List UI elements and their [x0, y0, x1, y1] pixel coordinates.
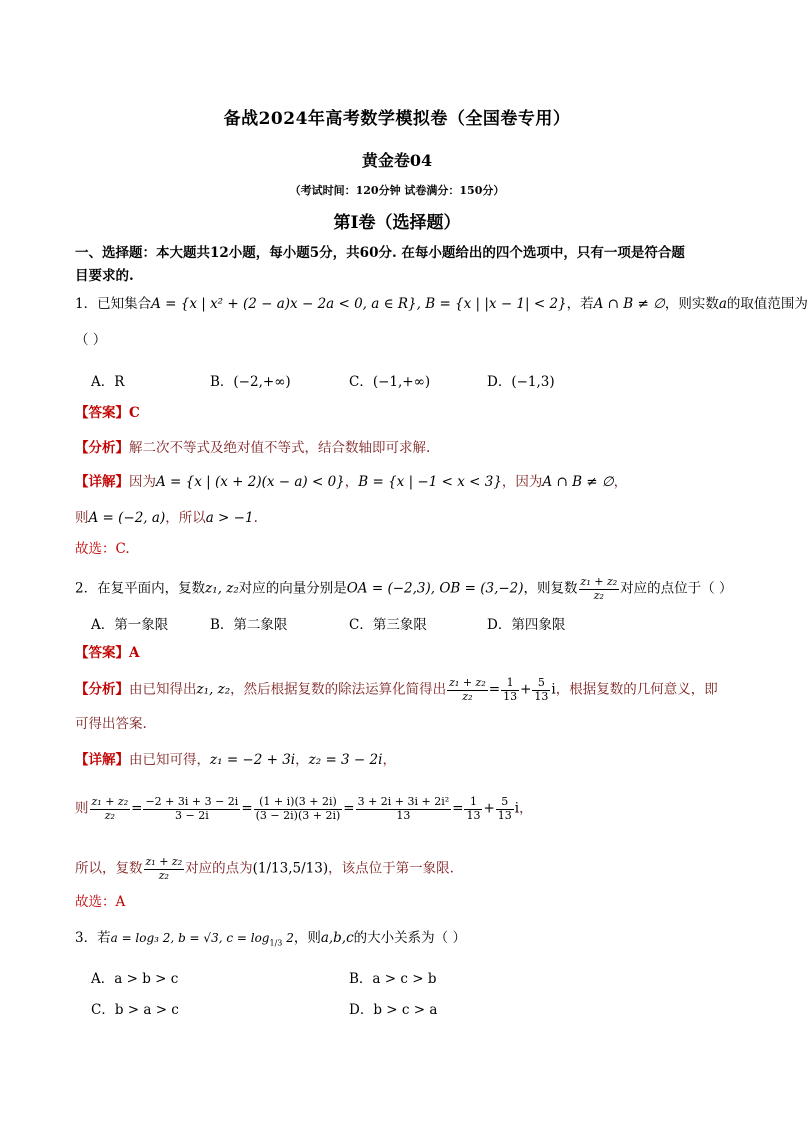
q2-res-frac-num: z₁ + z₂	[145, 855, 183, 868]
q2-analysis-label: 【分析】	[75, 681, 129, 698]
q1-detail-2	[75, 510, 258, 526]
q2-calc-frac-5	[496, 796, 514, 822]
q2-z2: z₂ = 3 − 2i	[308, 752, 383, 768]
q2-analysis-line-2: 可得出答案.	[75, 716, 147, 732]
q3-option-c: C．b > a > c	[91, 1002, 179, 1018]
q2-calc-end: ，	[519, 800, 533, 817]
section-instructions-line-2: 目要求的.	[75, 268, 134, 284]
q2-calc-frac-0	[90, 796, 131, 822]
q1-detail2-res: a > −1	[205, 510, 254, 526]
q2-f1-num: 1	[501, 677, 519, 691]
q2-res-b: 对应的点为	[185, 860, 253, 877]
q1-stem-d: 的取值范围为	[726, 296, 808, 312]
q2-stem-a: 2．在复平面内，复数	[75, 580, 206, 597]
q1-sets: A = {x | x² + (2 − a)x − 2a < 0, a ∈ R}, B = {x | |x − 1| < 2}	[151, 296, 567, 312]
q2-analysis-frac-den: z₂	[462, 689, 473, 703]
q1-analysis-label: 【分析】	[75, 440, 129, 456]
q1-detail-cond: A ∩ B ≠ ∅	[542, 474, 614, 490]
q2-res-frac-den: z₂	[158, 868, 169, 882]
question-3-stem	[75, 930, 466, 948]
q2-calc-f4-den: 13	[466, 808, 481, 822]
q2-analysis-i: i	[551, 681, 556, 698]
q2-analysis-frac-num: z₁ + z₂	[449, 676, 486, 689]
q2-calc-eq-4: =	[452, 800, 464, 817]
q2-calc-f1-num: −2 + 3i + 3 − 2i	[145, 795, 239, 808]
q2-calc-plus: +	[483, 800, 495, 817]
q2-res-c: ，该点位于第一象限.	[328, 860, 454, 877]
q2-calc-f4-num: 1	[464, 796, 482, 810]
q1-choice: 故选：C.	[75, 541, 130, 557]
q1-detail-sep: ，	[344, 474, 359, 490]
q2-calc-f5-num: 5	[496, 796, 514, 810]
q2-calc-i: i	[514, 800, 520, 817]
q2-calc-eq-3: =	[343, 800, 355, 817]
q2-calculation	[75, 796, 533, 822]
q2-detail-a: 由已知可得，	[129, 752, 210, 768]
q1-detail2-end: .	[253, 510, 258, 526]
q2-f2-num: 5	[532, 677, 550, 691]
q2-calc-f1-den: 3 − 2i	[175, 808, 209, 822]
q1-stem-b: ，若	[566, 296, 594, 312]
q2-calc-frac-2	[254, 796, 343, 822]
q3-option-a: A．a > b > c	[91, 971, 179, 987]
q2-vectors: OA = (−2,3), OB = (3,−2)	[346, 580, 524, 597]
q2-option-c: C．第三象限	[349, 617, 427, 633]
q2-analysis-frac	[447, 677, 488, 703]
q3-two: 2	[282, 931, 294, 945]
q2-calc-f0-den: z₂	[104, 808, 115, 822]
q1-analysis-text: 解二次不等式及绝对值不等式，结合数轴即可求解.	[129, 440, 431, 456]
q2-calc-f2-den: (3 − 2i)(3 + 2i)	[255, 808, 341, 822]
q2-stem-c: ，则复数	[523, 580, 578, 597]
q2-fraction-num: z₁ + z₂	[580, 575, 618, 588]
q1-option-d: D．(−1,3)	[487, 374, 555, 390]
q1-option-c: C．(−1,+∞)	[349, 374, 431, 390]
section-instructions-line-1: 一、选择题：本大题共12小题，每小题5分，共60分. 在每小题给出的四个选项中，只有一项是符合题	[75, 245, 685, 261]
q2-f2-den: 13	[534, 689, 549, 703]
q2-option-d: D．第四象限	[487, 617, 566, 633]
q1-stem-a: 1．已知集合	[75, 296, 152, 312]
q2-detail-label: 【详解】	[75, 752, 129, 768]
q3-stem-b: ，则	[293, 930, 321, 946]
q3-vars: a,b,c	[320, 930, 354, 946]
q2-analysis-plus: +	[520, 681, 532, 698]
q2-fraction-den: z₂	[593, 588, 604, 602]
exam-timing: （考试时间：120分钟 试卷满分：150分）	[289, 184, 505, 197]
q2-detail	[75, 752, 396, 768]
q2-analysis-f2	[532, 677, 550, 703]
q2-option-a: A．第一象限	[91, 617, 169, 633]
q2-calc-f0-num: z₁ + z₂	[91, 795, 129, 808]
q2-calc-frac-1	[143, 796, 240, 822]
q1-detail2-b: ，所以	[165, 510, 206, 526]
q2-option-b: B．第二象限	[210, 617, 288, 633]
q2-analysis	[75, 677, 718, 703]
q1-detail-b: ，因为	[501, 474, 543, 490]
q2-calc-frac-3	[356, 796, 452, 822]
q2-analysis-b: ，然后根据复数的除法运算化简得出	[230, 681, 447, 698]
q2-calc-frac-4	[464, 796, 482, 822]
q2-calc-f3-den: 13	[396, 808, 411, 822]
q2-result: 所以，复数 $\frac{\text{z₁ + z₂}}{\text{z₂}}$ 对应的点为(1/13,5/13)，该点位于第一象限.	[75, 855, 454, 882]
q2-calc-f2-num: (1 + i)(3 + 2i)	[254, 796, 343, 810]
q2-answer: 【答案】A	[75, 645, 140, 661]
q1-analysis	[75, 440, 430, 456]
q2-analysis-z: z₁, z₂	[196, 681, 231, 698]
q2-res-point-x: 1/13	[257, 860, 289, 877]
q1-detail-label: 【详解】	[75, 474, 129, 490]
q1-variable: a	[718, 296, 727, 312]
q2-res-point-y: 5/13	[292, 860, 323, 877]
q1-stem-c: ，则实数	[664, 296, 719, 312]
q2-detail-sep: ，	[295, 752, 309, 768]
q3-option-b: B．a > c > b	[349, 971, 437, 987]
q2-calc-f5-den: 13	[497, 808, 512, 822]
q1-detail-set-b: B = {x | −1 < x < 3}	[358, 474, 502, 490]
q1-detail-a: 因为	[129, 474, 156, 490]
q2-analysis-f1	[501, 677, 519, 703]
q3-log-base: 1/3	[269, 938, 283, 948]
q1-detail-set-a: A = {x | (x + 2)(x − a) < 0}	[156, 474, 345, 490]
q2-res-frac	[144, 856, 185, 882]
q3-stem-c: 的大小关系为（ ）	[353, 930, 466, 946]
question-1-stem	[75, 296, 808, 312]
q2-stem-d: 对应的点位于（ ）	[620, 580, 733, 597]
q3-stem-a: 3．若	[75, 930, 111, 946]
q2-calc-f3-num: 3 + 2i + 3i + 2i²	[357, 795, 450, 808]
exam-title: 备战2024年高考数学模拟卷（全国卷专用）	[223, 109, 571, 129]
volume-heading: 第I卷（选择题）	[333, 213, 461, 233]
exam-subtitle: 黄金卷04	[361, 151, 433, 170]
q3-math: a = log₃ 2, b = √3, c = log	[110, 931, 270, 945]
q1-answer: 【答案】C	[75, 405, 140, 421]
q2-detail-end: ，	[382, 752, 396, 768]
q2-res-a: 所以，复数	[75, 860, 143, 877]
q1-condition: A ∩ B ≠ ∅	[593, 296, 665, 312]
q1-option-a: A．R	[91, 374, 125, 390]
question-2-stem	[75, 576, 732, 602]
q2-analysis-c: ，根据复数的几何意义，即	[555, 681, 718, 698]
q3-option-d: D．b > c > a	[349, 1002, 438, 1018]
q2-calc-prefix: 则	[75, 800, 89, 817]
q2-calc-eq-2: =	[241, 800, 253, 817]
q2-z1: z₁ = −2 + 3i	[210, 752, 296, 768]
q2-analysis-eq: =	[488, 681, 501, 698]
q1-detail2-a: 则	[75, 510, 89, 526]
q1-paren: （ ）	[75, 332, 107, 348]
q2-f1-den: 13	[503, 689, 518, 703]
q1-detail	[75, 474, 627, 490]
q1-detail2-math: A = (−2, a)	[88, 510, 166, 526]
q2-stem-b: 对应的向量分别是	[238, 580, 347, 597]
q2-analysis-a: 由已知得出	[129, 681, 197, 698]
q2-fraction	[579, 576, 620, 602]
q1-option-b: B．(−2,+∞)	[210, 374, 291, 390]
q2-choice: 故选：A	[75, 894, 126, 910]
q2-z: z₁, z₂	[205, 580, 239, 597]
q1-detail-end: ，	[613, 474, 628, 490]
q2-calc-eq-1: =	[131, 800, 143, 817]
